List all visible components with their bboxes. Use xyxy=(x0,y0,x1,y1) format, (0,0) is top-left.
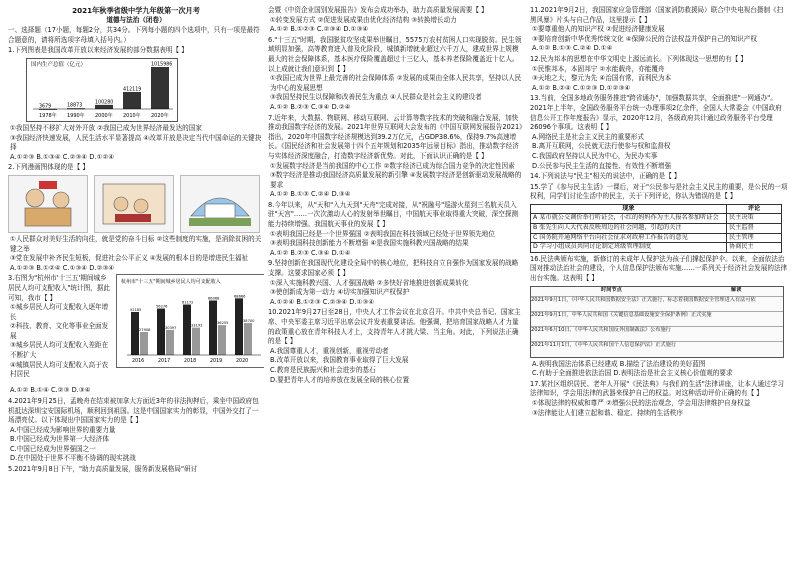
q7-answer-choices: A.①② B.①③ C.②④ D.③④ xyxy=(270,190,351,199)
cartoon-image-2 xyxy=(94,175,174,233)
exam-title: 2021年秋季省级中学九年级第一次月考 xyxy=(72,6,200,15)
rural-value-label: 27908 xyxy=(139,328,151,333)
table-header-cell: 现象 xyxy=(531,204,727,214)
q10-option-b: B.改革开放以来，我国教育事业取得了巨大发展 xyxy=(270,356,409,365)
cartoon-image-1 xyxy=(8,175,88,233)
question-3-block xyxy=(8,274,264,386)
q4-option-a: A.中国已经成为影响世界的重要力量 xyxy=(10,425,116,434)
gdp-year-label: 2020年 xyxy=(151,112,169,119)
urban-income-bar xyxy=(157,309,165,355)
urban-value-label: 66068 xyxy=(208,296,220,301)
column-middle xyxy=(268,6,524,558)
q5-option-line: ①转变发展方式 ②促进发展成果由优化经济结构 ③转换增长动力 xyxy=(270,15,457,24)
q2-option-line: ①人民群众对美好生活的向往，就是党的奋斗目标 ②这些制度的实施，是消除贫困的关键之举 xyxy=(10,234,262,253)
question-15: 15.学了《参与民主生活》一课后，对于"公民参与是社会主义民主的重要，是公民的一项权利，同学们讨论生活中的民主，关于下列评论，你认为错误的是【 】 xyxy=(530,182,788,201)
urban-income-bar xyxy=(183,305,191,355)
q8-option-line: ③表明我国科技创新能力不断增强 ④是我国实施科教兴国战略的结果 xyxy=(270,239,469,248)
question-7: 7.近年来，大数据、物联网、移动互联网、云计算等数字技术的突破和融合发展，加快推动我国数字经济的发展。2021年世界互联网大会发布的《中国互联网发展报告2021》指出，2020年中国数字经济规模达到39.2万亿元，占GDP38.6%，保持9.7%高速增长。《国民经济和社会发展第十四个五年规划和2035年远景目标》指出，推动数字经济与实体经济深度融合，打造数字经济新优势。对此，下面认识正确的是【 】 xyxy=(268,113,523,160)
q13-option-c: C.我国政府坚持以人民为中心，为民办实事 xyxy=(532,151,658,160)
urban-income-bar xyxy=(209,301,217,356)
urban-income-bar xyxy=(131,312,139,355)
q17-option-line: ①体现法律的权威和尊严 ②增强公民的法治观念，学会用法律维护自身权益 xyxy=(532,399,751,407)
question-5-continued: 会暨《中资企业国别发展报告》发布会成功举办，助力高质量发展需要【 】 xyxy=(268,6,488,14)
q10-option-d: D.要把青年人才的培养放在发展全局的核心位置 xyxy=(270,375,410,384)
gdp-value-label: 412119 xyxy=(123,87,142,93)
table-cell-phenomenon: B 张先生向人大代表反映周边的社会问题，引起的关注 xyxy=(531,224,727,234)
timeline-row: 2021年9月1日，中华人民共和国《关键信息基础设施安全保护条例》正式实施 xyxy=(531,311,783,318)
question-11: 11.2021年9月2日，我国国家应急管理部（国家消防救援局）联合中央电视台摄制《扫黑风暴》片头与自己作品，这里提示【 】 xyxy=(530,6,784,24)
table-row xyxy=(531,214,782,224)
q3-answer-choices: A.①② B.①④ C.②③ D.③④ xyxy=(10,386,91,395)
q3-option: ③城乡居民人均可支配收入差距在不断扩大 xyxy=(10,341,109,360)
chart2-title: 杭州市"十三五"期间城乡居民人均可支配收入 xyxy=(121,279,221,286)
question-2: 2.下列漫画图体现的是【 】 xyxy=(8,163,89,172)
income-bar-chart-svg xyxy=(117,275,264,367)
q12-answer-choices: A.①② B.②④ C.①②③ D.①②③④ xyxy=(532,83,631,92)
q13-option-b: B.离开互联网，公民就无法行使参与权和监督权 xyxy=(532,142,671,151)
column-right xyxy=(530,6,788,558)
table-cell-phenomenon: D 学习小组成员共同讨论制定班级管理制度 xyxy=(531,243,727,253)
rural-value-label: 36255 xyxy=(217,321,229,326)
table-row xyxy=(531,224,782,234)
question-13: 13.当前，全国多地政务服务推进"跨省通办"，加强数据共享，全面推进"一网通办"。2021年上半年，全国政务服务平台统一办理事项2亿余件，全国人大常委会《中国政府信息公开工作年度报告》显示，2020年12月，各级政府共计通过政务服务平台受理26096个事项。这表明【 】 xyxy=(530,94,782,132)
q11-answer-choices: A.①② B.①③ C.②④ D.①④ xyxy=(532,44,613,53)
q6-answer-choices: A.①② B.②③ C.③④ D.②④ xyxy=(270,102,351,111)
gdp-bar xyxy=(123,92,141,109)
gdp-bar xyxy=(151,67,169,109)
income-bar-chart xyxy=(116,274,264,368)
q9-option-line: ③使创新成为第一动力 ④切实加强知识产权保护 xyxy=(270,288,410,297)
question-4: 4.2021年9月25日，孟晚舟在结束被加拿大方面近3年的非法拘押后，乘坐中国政府包机抵达深圳宝安国际机场，顺利回到祖国。这是中国国家实力的彰显，中国外交打了一场漂亮仗。以下体现出中国国家实力的是【 】 xyxy=(8,396,259,425)
rural-income-bar xyxy=(192,328,200,355)
question-5: 5.2021年9月8日下午，"助力高质量发展，服务新发展格局"研讨 xyxy=(8,465,198,474)
q6-option-line: ③我国坚持民生以保障和改善民生为重点 ④人民群众是社会主义的建设者 xyxy=(270,93,482,102)
table-header-cell: 评论 xyxy=(727,204,782,214)
gdp-year-label: 2010年 xyxy=(123,112,141,119)
q13-option-d: D.公民参与民主生活的直接性、有效性不断增强 xyxy=(532,161,672,170)
q16-option-line: C.有助于全面推进依法治国 D.表明法治是社会主义核心价值观的要求 xyxy=(532,369,733,378)
q7-option-line: ①发展数字经济是当前我国的中心工作 ②数字经济已成为综合国力竞争的决定性因素 xyxy=(270,161,515,170)
q11-option-line: ③要培育创新中华优秀传统文化 ④保障公民的合法权益并保护自己的知识产权 xyxy=(532,34,757,43)
table-cell-phenomenon: A 某市就公交调价举行听证会，小红的妈妈作为主人报名参加听证会 xyxy=(531,214,727,224)
table-row xyxy=(531,233,782,243)
q1-option-line: ③我国经济快速发展，人民生活水平显著提高 ④改革开放是决定当代中国命运的关键抉择 xyxy=(10,133,262,152)
q9-answer-choices: A.①②④ B.①②③ C.②③④ D.①③④ xyxy=(270,297,375,306)
table-cell-comment: 民主管理 xyxy=(727,233,782,243)
cartoon-image-3 xyxy=(180,175,260,233)
q1-answer-choices: A.①②③ B.①③④ C.②③④ D.①②④ xyxy=(10,152,115,161)
question-3: 3.右图为"杭州市'十三五'期间城乡居民人均可支配收入"统计图，据此可知，我市【 】 xyxy=(8,274,110,302)
gdp-year-label: 2000年 xyxy=(95,112,113,119)
income-year-label: 2017 xyxy=(158,359,171,365)
table-row xyxy=(531,243,782,253)
q1-option-line: ①我国坚持不移扩大对外开放 ②我国已成为世界经济最发达的国家 xyxy=(10,123,202,132)
urban-value-label: 52185 xyxy=(130,308,142,313)
urban-value-label: 68666 xyxy=(234,294,246,299)
q3-option: ④城镇居民人均可支配收入高于农村居民 xyxy=(10,360,109,379)
income-year-label: 2020 xyxy=(236,359,249,365)
gdp-bar xyxy=(95,105,113,109)
q2-answer-choices: A.①②③ B.①②④ C.①③④ D.②③④ xyxy=(10,263,115,272)
question-10: 10.2021年9月27日至28日，中央人才工作会议在北京召开。中共中央总书记、国家主席、中央军委主席习近平出席会议并发表重要讲话。他强调，把培育国家战略人才力量的政策重心放在青年科技人才上，支持青年人才挑大梁、当主角。对此，下列说法正确的是【 】 xyxy=(268,308,521,346)
q5-answer-choices: A.①② B.①②③ C.②③④ D.①③④ xyxy=(270,25,369,34)
question-16: 16.民法典颁布实施，新修订的未成年人保护法为孩子们撑起保护伞。以来，全面依法治国对推动法治社会的建设，个人信息保护法颁布实施……一系列关于经济社会发展的法律出台实施。这表明【 】 xyxy=(530,254,788,283)
timeline-header-time: 时间节点 xyxy=(601,286,622,293)
q12-option-line: ①民惟邦本，本固邦宁 ②水能载舟，亦能覆舟 xyxy=(532,64,665,73)
rural-income-bar xyxy=(244,323,252,355)
gdp-value-label: 1015986 xyxy=(151,62,173,68)
q9-option-line: ①深入实施科教兴国、人才强国战略 ②多快好省地推进创新成果转化 xyxy=(270,278,469,287)
timeline-row: 2021年9月1日，《中华人民共和国数据安全法》正式施行，标志着我国数据安全管理进入有法可依 xyxy=(531,296,783,303)
rural-value-label: 33193 xyxy=(191,323,203,328)
section-instruction: 一、选择题（17小题，每题2分，共34分。下列每小题的四个选项中，只有一项是最符合题意的，请将所选项字母填入括号内。） xyxy=(8,26,260,44)
q4-option-b: B.中国已经成为世界第一大经济体 xyxy=(10,435,109,444)
gdp-value-label: 18873 xyxy=(67,103,83,109)
law-timeline-image xyxy=(530,286,784,358)
table-cell-phenomenon: C 国务院开通网络平台向社会征求对政府工作报告的意见 xyxy=(531,233,727,243)
q10-option-c: C.教育是民族振兴和社会进步的基石 xyxy=(270,365,376,374)
table-cell-comment: 民主决策 xyxy=(727,214,782,224)
q13-option-a: A.网络民主是社会主义民主的重要形式 xyxy=(532,132,644,141)
gdp-value-label: 3679 xyxy=(39,104,52,110)
q4-option-c: C.中国已经成为世界强国之一 xyxy=(10,444,96,453)
rural-value-label: 38700 xyxy=(243,319,255,324)
gdp-bar-chart-svg xyxy=(27,59,177,121)
question-14: 14.下列说法与"民主"相关的说法中，正确的是【 】 xyxy=(530,172,681,181)
gdp-value-label: 100280 xyxy=(95,100,114,106)
question-17: 17.某社区组织居民、老年人开展"《民法典》与我们的生活"法律讲座，让本人通过学习法律知识，学会用法律的武器来保护自己的权益。对这种活动评价正确的有【 】 xyxy=(530,379,784,398)
rural-value-label: 30397 xyxy=(165,326,177,331)
question-6: 6."十三五"时期，我国脱贫攻坚成果举世瞩目，5575万农村贫困人口实现脱贫。民生领域明显加强，高等教育进入普及化阶段，城镇新增就业超过六千万人，建成世界上规模最大的社会保障体系，基本医疗保险覆盖超过十三亿人，基本养老保险覆盖近十亿人。以上成就让我们意识到【 】 xyxy=(268,35,522,73)
urban-value-label: 56276 xyxy=(156,304,168,309)
q4-option-d: D.在中国处于世界不平衡不协调的现实挑战 xyxy=(10,454,136,463)
timeline-row: 2021年11月1日，《中华人民共和国个人信息保护法》正式施行 xyxy=(531,341,783,348)
income-year-label: 2018 xyxy=(184,359,197,365)
q7-option-line: ③数字经济是推动我国经济高质量发展的新引擎 ④发展数字经济是创新驱动发展战略的要求 xyxy=(270,171,522,189)
q3-option: ①城乡居民人均可支配收入逐年增长 xyxy=(10,303,109,321)
q8-answer-choices: A.①② B.②③ C.③④ D.①④ xyxy=(270,248,351,257)
column-left xyxy=(8,6,264,558)
income-year-label: 2019 xyxy=(210,359,223,365)
q10-option-a: A.我国尊重人才，重视创新，重视劳动者 xyxy=(270,346,389,355)
rural-income-bar xyxy=(218,325,226,355)
exam-subtitle: 道德与法治（闭卷） xyxy=(106,15,166,24)
cartoon-strip xyxy=(8,175,264,233)
q16-option-line: A.表明我国法治体系已经建成 B.描绘了法治建设的美好蓝图 xyxy=(532,359,706,368)
gdp-year-label: 1990年 xyxy=(67,112,85,119)
q3-option: ②科技、教育、文化等事业全面发展 xyxy=(10,322,109,340)
rural-income-bar xyxy=(166,330,174,355)
gdp-year-label: 1978年 xyxy=(39,112,57,119)
q17-option-line: ③法律能让人们建立起和谐、稳定、持续的生活秩序 xyxy=(532,408,683,417)
question-9: 9.坚持创新在我国现代化建设全局中的核心地位，把科技自立自强作为国家发展的战略支撑。这要求国家必须【 】 xyxy=(268,259,519,278)
question-12: 12.民为邦本的思想在中华文明史上源远流长。下列体现这一思想的有【 】 xyxy=(530,54,747,63)
q8-option-line: ①表明我国已经是一个世界强国 ②表明我国在科技领域已经处于世界领先地位 xyxy=(270,229,495,238)
q6-option-line: ①我国已成为世界上最完善的社会保障体系 ②发展的成果由全体人民共享，坚持以人民为中心的发展思想 xyxy=(270,74,522,92)
urban-income-bar xyxy=(235,299,243,356)
question-8: 8.今年以来，从"天和"入九天到"天舟"完成对接，从"祝融号"巡游火星到三名航天员入驻"天宫"……一次次激动人心的发射举世瞩目，中国航天事业取得重大突破，深空探测能力持续增强。我国航天事业的发展【 】 xyxy=(268,200,519,229)
timeline-row: 2021年6月10日，《中华人民共和国反外国制裁法》公布施行 xyxy=(531,326,783,333)
q12-option-line: ③天地之大，黎元为先 ④治国有常，而利民为本 xyxy=(532,74,672,83)
table-cell-comment: 民主监督 xyxy=(727,224,782,234)
question-1: 1.下列图表是我国改革开放以来经济发展的部分数据表明【 】 xyxy=(8,46,188,55)
urban-value-label: 61172 xyxy=(182,300,194,305)
chart1-title: 国内生产总值（亿元） xyxy=(31,61,87,68)
table-header-row xyxy=(531,204,782,214)
gdp-bar-chart xyxy=(26,58,178,122)
table-cell-comment: 协商民主 xyxy=(727,243,782,253)
q11-option-line: ①要尊重他人的知识产权 ②促进经济健康发展 xyxy=(532,25,665,34)
income-year-label: 2016 xyxy=(132,359,145,365)
q2-option-line: ③党在发展中补齐民生短板，促进社会公平正义 ④发展的根本目的是增进民生福祉 xyxy=(10,254,249,263)
timeline-header-note: 解读 xyxy=(731,286,742,293)
phenomenon-comment-table xyxy=(530,204,782,253)
rural-income-bar xyxy=(140,332,148,355)
